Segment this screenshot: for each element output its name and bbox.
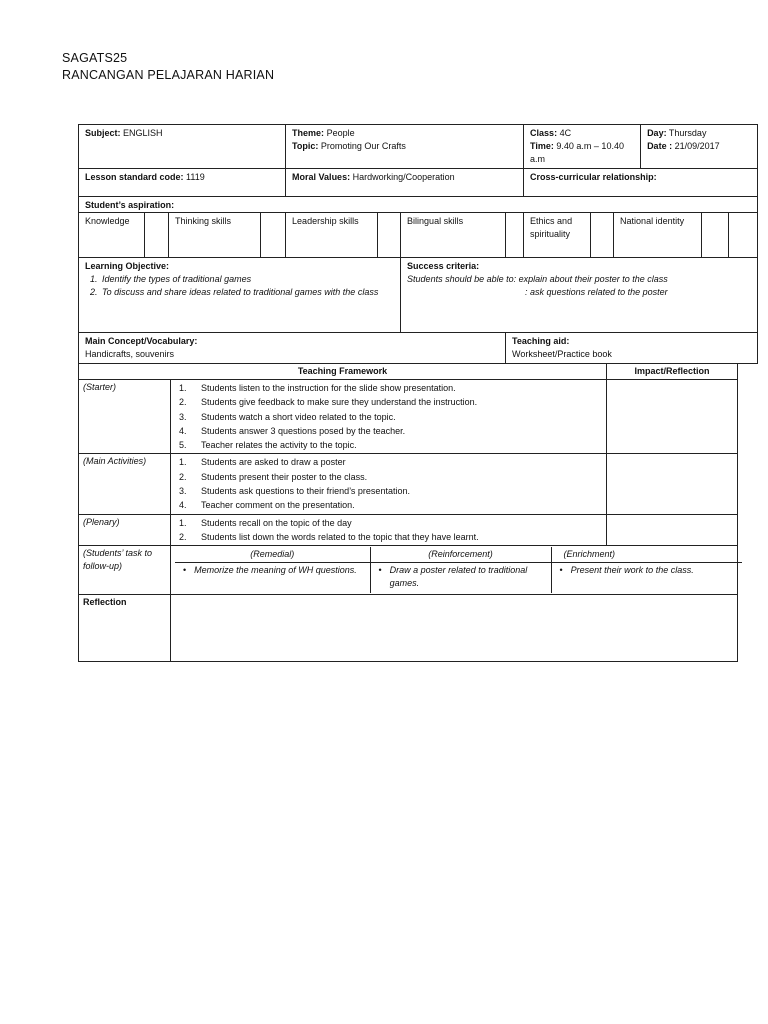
info-row-2: [79, 169, 758, 197]
framework-header: Teaching Framework: [79, 364, 607, 380]
day-label: Day:: [647, 128, 667, 138]
starter-item: 2. Students give feedback to make sure they understand the instruction.: [179, 397, 478, 408]
lesson-code-cell: [79, 169, 286, 197]
aspiration-ethics-box: [591, 213, 614, 258]
aspiration-national: National identity: [614, 213, 702, 258]
learning-objective-list: [85, 273, 394, 299]
main-activities-row: [79, 454, 738, 514]
reflection-row: [79, 594, 738, 661]
aspiration-knowledge: Knowledge: [79, 213, 145, 258]
main-activity-item: 2. Students present their poster to the class.: [179, 471, 368, 482]
aspiration-heading-row: [79, 197, 758, 213]
followup-row: [79, 546, 738, 595]
plenary-row: [79, 514, 738, 546]
aspiration-ethics: Ethics and spirituality: [524, 213, 591, 258]
starter-row: [79, 380, 738, 454]
cross-curricular-cell: [524, 169, 758, 197]
info-row-1: [79, 125, 758, 169]
main-concept-value: Handicrafts, souvenirs: [85, 349, 175, 359]
main-activities-items: [171, 454, 607, 514]
plenary-label: (Plenary): [79, 514, 171, 546]
main-impact-cell: [607, 454, 738, 514]
lesson-code-label: Lesson standard code:: [85, 172, 184, 182]
theme-value: People: [326, 128, 355, 138]
reinforcement-task: • Draw a poster related to traditional games.: [370, 563, 551, 593]
bullet-icon: •: [559, 565, 563, 576]
success-criteria-line: Students should be able to: explain about their poster to the class: [407, 274, 668, 284]
class-value: 4C: [559, 128, 572, 138]
starter-item: 3. Students watch a short video related to the topic.: [179, 411, 396, 422]
starter-label: (Starter): [79, 380, 171, 454]
reinforcement-heading: (Reinforcement): [370, 547, 551, 563]
main-activity-item: 4. Teacher comment on the presentation.: [179, 500, 355, 511]
remedial-task: • Memorize the meaning of WH questions.: [183, 565, 357, 576]
main-concept-cell: [79, 333, 506, 364]
moral-values-label: Moral Values:: [292, 172, 351, 182]
cross-curricular-label: Cross-curricular relationship:: [530, 172, 657, 182]
enrichment-heading: (Enrichment): [551, 547, 742, 563]
framework-header-row: [79, 364, 738, 380]
impact-header: Impact/Reflection: [607, 364, 738, 380]
aspiration-label: Student’s aspiration:: [85, 200, 175, 210]
aspiration-bilingual-box: [506, 213, 524, 258]
topic-value: Promoting Our Crafts: [320, 141, 406, 151]
class-label: Class:: [530, 128, 558, 138]
starter-item: 1. Students listen to the instruction for the slide show presentation.: [179, 383, 456, 393]
plenary-impact-cell: [607, 514, 738, 546]
main-concept-label: Main Concept/Vocabulary:: [85, 336, 198, 346]
success-criteria-line: : ask questions related to the poster: [525, 287, 668, 297]
time-label: Time:: [530, 141, 554, 151]
teaching-aid-value: Worksheet/Practice book: [512, 349, 612, 359]
theme-label: Theme:: [292, 128, 325, 138]
plenary-items: [171, 514, 607, 546]
followup-label: (Students’ task to follow-up): [79, 546, 171, 595]
document-title: RANCANGAN PELAJARAN HARIAN: [62, 68, 275, 82]
subject-cell: [79, 125, 286, 169]
day-value: Thursday: [668, 128, 707, 138]
starter-items: [171, 380, 607, 454]
aspiration-national-box: [702, 213, 729, 258]
aspiration-thinking: Thinking skills: [169, 213, 261, 258]
aspiration-knowledge-box: [145, 213, 169, 258]
aspiration-thinking-box: [261, 213, 286, 258]
teaching-framework-table: [78, 363, 738, 662]
objective-row: [79, 258, 758, 333]
main-activity-item: 1. Students are asked to draw a poster: [179, 457, 346, 468]
subject-value: ENGLISH: [123, 128, 163, 138]
starter-item: 5. Teacher relates the activity to the topic.: [179, 440, 357, 451]
lesson-info-table: [78, 124, 758, 364]
starter-impact-cell: [607, 380, 738, 454]
learning-objective-label: Learning Objective:: [85, 261, 170, 271]
followup-inner-table: [175, 547, 742, 593]
followup-cells: [171, 546, 738, 595]
plenary-item: 1. Students recall on the topic of the day: [179, 517, 352, 528]
remedial-heading: (Remedial): [175, 547, 370, 563]
reflection-cell: [171, 594, 738, 661]
document-code: SAGATS25: [62, 51, 128, 65]
time-value: 9.40 a.m – 10.40 a.m: [530, 141, 624, 164]
document-header: [62, 50, 274, 84]
learning-objective-item: 2. To discuss and share ideas related to traditional games with the class: [100, 286, 394, 299]
main-activities-label: (Main Activities): [79, 454, 171, 514]
learning-objective-item: 1. Identify the types of traditional games: [100, 273, 394, 286]
aspiration-row: [79, 213, 758, 258]
success-criteria-cell: [401, 258, 758, 333]
learning-objective-cell: [79, 258, 401, 333]
date-label: Date :: [647, 141, 673, 151]
teaching-aid-cell: [506, 333, 758, 364]
date-value: 21/09/2017: [674, 141, 720, 151]
bullet-icon: •: [183, 565, 187, 576]
success-criteria-label: Success criteria:: [407, 261, 480, 271]
theme-topic-cell: [286, 125, 524, 169]
aspiration-leadership: Leadership skills: [286, 213, 378, 258]
main-activity-item: 3. Students ask questions to their friend’s presentation.: [179, 486, 410, 497]
aspiration-leadership-box: [378, 213, 401, 258]
moral-values-value: Hardworking/Cooperation: [352, 172, 455, 182]
moral-values-cell: [286, 169, 524, 197]
subject-label: Subject:: [85, 128, 121, 138]
topic-label: Topic:: [292, 141, 319, 151]
teaching-aid-label: Teaching aid:: [512, 336, 570, 346]
aspiration-heading-cell: [79, 197, 758, 213]
day-date-cell: [641, 125, 758, 169]
aspiration-bilingual: Bilingual skills: [401, 213, 506, 258]
reflection-label: Reflection: [79, 594, 171, 661]
enrichment-task: • Present their work to the class.: [551, 563, 742, 593]
starter-item: 4. Students answer 3 questions posed by the teacher.: [179, 425, 406, 436]
class-time-cell: [524, 125, 641, 169]
concept-row: [79, 333, 758, 364]
lesson-code-value: 1119: [186, 172, 205, 182]
aspiration-end-box: [729, 213, 758, 258]
bullet-icon: •: [378, 565, 382, 576]
plenary-item: 2. Students list down the words related to the topic that they have learnt.: [179, 531, 479, 542]
